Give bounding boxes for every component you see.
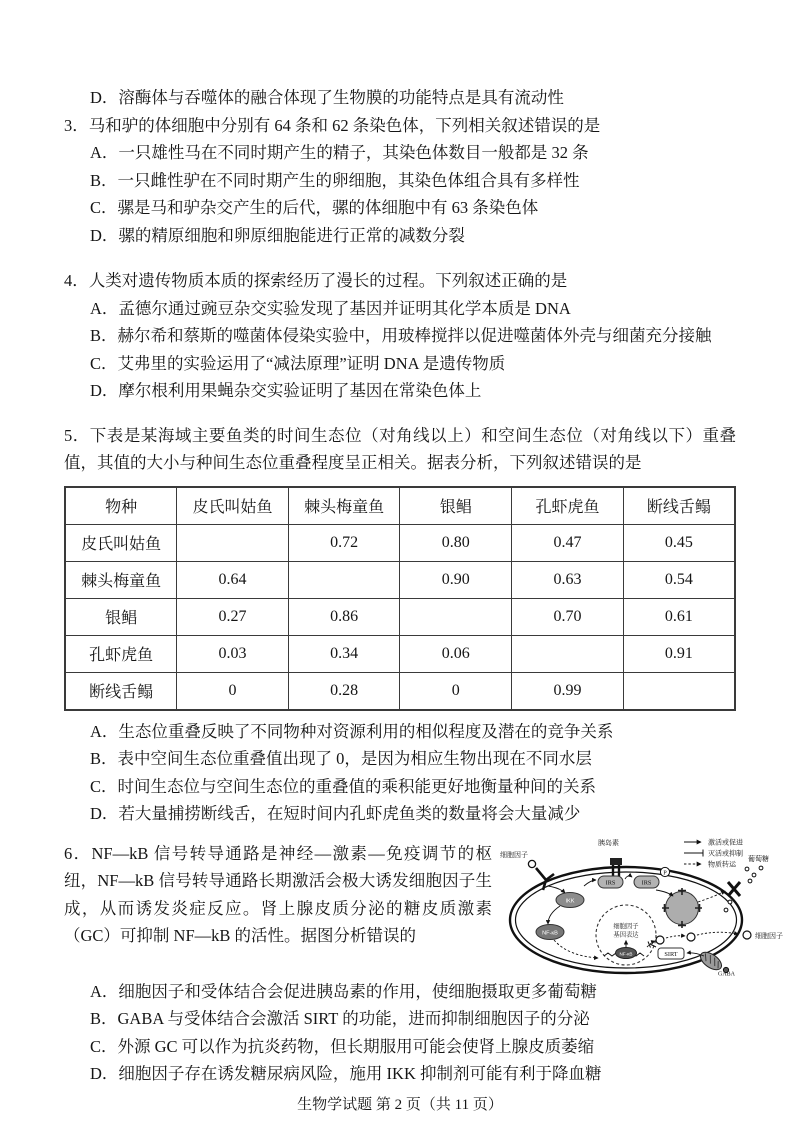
glucose-dot-icon bbox=[748, 879, 752, 883]
question5-option-b: B．表中空间生态位重叠值出现了 0，是因为相应生物出现在不同水层 bbox=[90, 749, 592, 768]
table-cell: 0.70 bbox=[512, 598, 624, 635]
glucose-dot-icon bbox=[745, 867, 749, 871]
question4-option-b: B．赫尔希和蔡斯的噬菌体侵染实验中，用玻棒搅拌以促进噬菌体外壳与细菌充分接触 bbox=[90, 326, 712, 345]
question3-stem: 3．马和驴的体细胞中分别有 64 条和 62 条染色体，下列相关叙述错误的是 bbox=[64, 115, 601, 135]
cytokine-vesicle-icon bbox=[656, 936, 664, 944]
sirt-label: SIRT bbox=[664, 950, 678, 958]
receptor-to-ikk-arrow bbox=[548, 886, 565, 893]
table-row bbox=[65, 672, 735, 710]
sirt-inhibit-line bbox=[650, 944, 656, 947]
irs2-label: IRS bbox=[641, 879, 652, 886]
question3-option-c: C．骡是马和驴杂交产生的后代，骡的体细胞中有 63 条染色体 bbox=[90, 198, 539, 217]
table-cell bbox=[288, 561, 400, 598]
table-cell: 0.61 bbox=[623, 598, 735, 635]
table-header-cell: 物种 bbox=[65, 487, 177, 525]
irs1-label: IRS bbox=[605, 879, 616, 886]
receptor-to-irs-arrow bbox=[584, 880, 596, 886]
legend-inhibit-label: 灭活或抑制 bbox=[708, 849, 743, 857]
table-cell: 0.34 bbox=[288, 635, 400, 672]
legend-transport-label: 物质转运 bbox=[708, 860, 736, 868]
table-cell bbox=[623, 672, 735, 710]
cell-signaling-svg bbox=[498, 834, 794, 976]
ikk-label: IKK bbox=[565, 898, 575, 904]
table-header-cell: 棘头梅童鱼 bbox=[288, 487, 400, 525]
question3-option-d: D．骡的精原细胞和卵原细胞能进行正常的减数分裂 bbox=[90, 225, 465, 245]
table-cell bbox=[177, 524, 289, 561]
glucose-dot-icon bbox=[728, 900, 732, 904]
figure-legend bbox=[684, 837, 743, 868]
table-header-cell: 银鲳 bbox=[400, 487, 512, 525]
question6-option-b: B．GABA 与受体结合会激活 SIRT 的功能，进而抑制细胞因子的分泌 bbox=[90, 1009, 590, 1028]
table-cell: 银鲳 bbox=[65, 598, 177, 635]
question5-stem: 5．下表是某海域主要鱼类的时间生态位（对角线以上）和空间生态位（对角线以下）重叠值，其值的大小与种间生态位重叠程度呈正相关。据表分析，下列叙述错误的是 bbox=[64, 425, 736, 472]
irs-activation-arrow bbox=[625, 875, 632, 878]
question5-option-c: C．时间生态位与空间生态位的重叠值的乘积能更好地衡量种间的关系 bbox=[90, 776, 597, 796]
table-cell: 0.99 bbox=[512, 672, 624, 710]
cell-signaling-diagram bbox=[498, 834, 794, 976]
gaba-label: GABA bbox=[718, 971, 736, 976]
table-row bbox=[65, 635, 735, 672]
cytokine-top-label: 细胞因子 bbox=[500, 850, 528, 859]
question2-option-d: D．溶酶体与吞噬体的融合体现了生物膜的功能特点是具有流动性 bbox=[90, 88, 564, 107]
table-header-cell: 孔虾虎鱼 bbox=[512, 487, 624, 525]
question6-block bbox=[64, 838, 783, 1088]
table-cell: 皮氏叫姑鱼 bbox=[65, 524, 177, 561]
niche-overlap-table bbox=[64, 486, 736, 711]
irs-to-vesicle-arrow bbox=[656, 890, 673, 896]
cytokine-outside-icon bbox=[743, 931, 751, 939]
glucose-transporter-icon bbox=[728, 882, 740, 896]
table-row bbox=[65, 524, 735, 561]
nucleus-gene-label-line2: 基因表达 bbox=[613, 931, 639, 938]
question6-stem: 6．NF—kB 信号转导通路是神经—激素—免疫调节的枢纽，NF—kB 信号转导通路长期激活会极大诱发细胞因子生成，从而诱发炎症反应。肾上腺皮质分泌的糖皮质激素（GC）可抑制 NF—kB 的活性。据图分析错误的 bbox=[64, 843, 492, 945]
nfkb-nucleus-label: NF-κB bbox=[619, 951, 633, 956]
table-row bbox=[65, 561, 735, 598]
table-header-cell: 断线舌鳎 bbox=[623, 487, 735, 525]
page-footer: 生物学试题 第 2 页（共 11 页） bbox=[297, 1096, 503, 1113]
legend-activate-label: 激活或促进 bbox=[708, 838, 743, 846]
insulin-label: 胰岛素 bbox=[598, 838, 619, 847]
question4-option-a: A．孟德尔通过豌豆杂交实验发现了基因并证明其化学本质是 DNA bbox=[90, 298, 571, 318]
table-cell: 棘头梅童鱼 bbox=[65, 561, 177, 598]
gaba-receptor-icon bbox=[697, 948, 724, 972]
ikk-to-nfkb-arrow bbox=[548, 906, 560, 924]
table-row bbox=[65, 598, 735, 635]
question3-option-b: B．一只雌性驴在不同时期产生的卵细胞，其染色体组合具有多样性 bbox=[90, 170, 580, 190]
cytokine-right-label: 细胞因子 bbox=[755, 931, 783, 940]
question6-options bbox=[64, 978, 736, 1088]
glucose-dot-icon bbox=[759, 866, 763, 870]
question5-option-d: D．若大量捕捞断线舌，在短时间内孔虾虎鱼类的数量将会大量减少 bbox=[90, 804, 581, 823]
question3-option-a: A．一只雄性马在不同时期产生的精子，其染色体数目一般都是 32 条 bbox=[90, 143, 589, 162]
table-cell: 0.28 bbox=[288, 672, 400, 710]
table-cell: 孔虾虎鱼 bbox=[65, 635, 177, 672]
glut4-vesicle-icon bbox=[666, 891, 699, 924]
cytokine-molecule-icon bbox=[528, 860, 535, 867]
question6-option-c: C．外源 GC 可以作为抗炎药物，但长期服用可能会使肾上腺皮质萎缩 bbox=[90, 1036, 595, 1056]
question4-option-d: D．摩尔根利用果蝇杂交实验证明了基因在常染色体上 bbox=[90, 381, 482, 400]
table-cell: 断线舌鳎 bbox=[65, 672, 177, 710]
question6-option-a: A．细胞因子和受体结合会促进胰岛素的作用，使细胞摄取更多葡萄糖 bbox=[90, 981, 597, 1001]
table-cell: 0.72 bbox=[288, 524, 400, 561]
table-cell: 0.86 bbox=[288, 598, 400, 635]
table-cell bbox=[512, 635, 624, 672]
glucose-dot-icon bbox=[752, 873, 756, 877]
cytokine-move-arrow bbox=[666, 935, 685, 937]
question6-option-d: D．细胞因子存在诱发糖尿病风险，施用 IKK 抑制剂可能有利于降血糖 bbox=[90, 1064, 602, 1083]
nucleus-gene-label-line1: 细胞因子 bbox=[613, 922, 639, 930]
vesicle-to-membrane-arrow bbox=[698, 891, 725, 902]
table-cell: 0 bbox=[177, 672, 289, 710]
table-cell: 0.63 bbox=[512, 561, 624, 598]
nfkb-label: NF-κB bbox=[542, 930, 558, 936]
table-cell: 0 bbox=[400, 672, 512, 710]
table-header-cell: 皮氏叫姑鱼 bbox=[177, 487, 289, 525]
question4-option-c: C．艾弗里的实验运用了“减法原理”证明 DNA 是遗传物质 bbox=[90, 353, 506, 373]
table-cell: 0.64 bbox=[177, 561, 289, 598]
table-cell: 0.54 bbox=[623, 561, 735, 598]
glucose-dot-icon bbox=[724, 908, 728, 912]
insulin-receptor-head-icon bbox=[610, 858, 622, 865]
table-cell: 0.45 bbox=[623, 524, 735, 561]
nfkb-to-nucleus-arrow bbox=[554, 940, 598, 958]
table-cell: 0.06 bbox=[400, 635, 512, 672]
cytokine-vesicle-icon bbox=[687, 933, 695, 941]
phosphate-label: P bbox=[663, 869, 667, 876]
table-cell: 0.80 bbox=[400, 524, 512, 561]
table-cell: 0.91 bbox=[623, 635, 735, 672]
question4-stem: 4．人类对遗传物质本质的探索经历了漫长的过程。下列叙述正确的是 bbox=[64, 271, 568, 290]
table-cell: 0.03 bbox=[177, 635, 289, 672]
table-cell: 0.47 bbox=[512, 524, 624, 561]
table-header-row bbox=[65, 487, 735, 525]
question5-option-a: A．生态位重叠反映了不同物种对资源利用的相似程度及潜在的竞争关系 bbox=[90, 721, 614, 741]
table-cell bbox=[400, 598, 512, 635]
table-cell: 0.27 bbox=[177, 598, 289, 635]
glucose-label: 葡萄糖 bbox=[748, 854, 769, 863]
table-cell: 0.90 bbox=[400, 561, 512, 598]
